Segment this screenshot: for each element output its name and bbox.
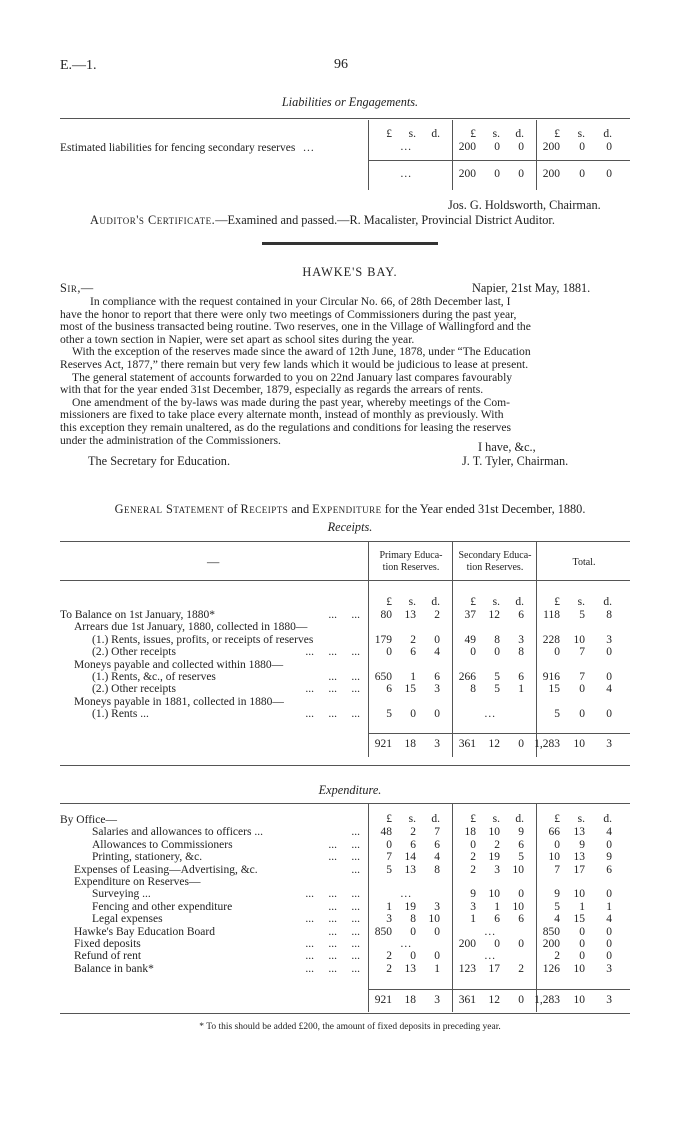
receipt-row-value-cell: 0 xyxy=(386,646,392,659)
expenditure-row-value-cell: 13 xyxy=(573,826,585,839)
expenditure-unit: s. xyxy=(492,813,500,825)
letter-line: In compliance with the request contained in your Circular No. 66, of 28th December last, I xyxy=(90,295,511,308)
receipt-row-label: (1.) Rents ... xyxy=(92,708,149,721)
expenditure-row-value-cell: 8 xyxy=(434,863,440,876)
expenditure-row-value-cell: 6 xyxy=(434,838,440,851)
expenditure-row-value-cell: 66 xyxy=(548,826,560,839)
expenditure-unit: d. xyxy=(431,813,440,825)
letter-line: this exception they remain unaltered, as do the regulations and conditions for leasing the reserves xyxy=(60,421,512,434)
expenditure-unit: s. xyxy=(408,813,416,825)
expenditure-row-value-cell: 2 xyxy=(386,950,392,963)
expenditure-row-value-cell: 15 xyxy=(573,913,585,926)
expenditure-row-label: Fixed deposits xyxy=(74,938,141,950)
receipt-row-value-cell: 6 xyxy=(434,671,440,683)
expenditure-row-value-cell: 200 xyxy=(542,938,560,950)
expenditure-total-cell: 18 xyxy=(404,994,416,1006)
letter-heading: HAWKE'S BAY. xyxy=(302,265,398,279)
receipt-row-value-cell: 6 xyxy=(518,609,524,621)
expenditure-row-value-cell: 0 xyxy=(606,950,612,963)
expenditure-row-value-cell: 19 xyxy=(488,851,500,864)
expenditure-row-value-cell: 2 xyxy=(518,962,524,975)
expenditure-row-value-cell: 9 xyxy=(554,888,560,901)
receipt-row-value-cell: 0 xyxy=(579,683,585,696)
expenditure-row-value-cell: 4 xyxy=(606,913,612,926)
expenditure-total-cell: 0 xyxy=(518,994,524,1006)
receipt-row-value-cell: 7 xyxy=(579,671,585,683)
receipt-row-value-cell: 37 xyxy=(464,609,476,621)
liabilities-value-cell: 0 xyxy=(606,141,612,153)
expenditure-total-cell: 3 xyxy=(434,994,440,1006)
letter-line: other a town section in Napier, were set apart as school sites during the year. xyxy=(60,332,415,346)
receipt-row-label: (2.) Other receipts xyxy=(92,683,176,696)
expenditure-row-label: Expenditure on Reserves— xyxy=(74,876,201,888)
liabilities-unit: £ xyxy=(386,128,392,140)
expenditure-row-leader-dots: ... ... ... xyxy=(305,962,360,975)
expenditure-row-value-cell: 5 xyxy=(554,900,560,913)
expenditure-row-leader-dots: ... ... ... xyxy=(305,913,360,926)
expenditure-row-label: Surveying ... xyxy=(92,888,151,901)
expenditure-total-cell: 1,283 xyxy=(534,994,560,1006)
column-header: Secondary Educa- tion Reserves. xyxy=(458,550,532,573)
letter-line: One amendment of the by-laws was made during the past year, whereby meetings of the Com- xyxy=(72,395,511,409)
expenditure-row-value-cell: 2 xyxy=(470,851,476,864)
expenditure-row-value-cell: 7 xyxy=(554,863,560,876)
expenditure-row-value-cell: 0 xyxy=(494,938,500,950)
letter-line: with that for the year ended 31st December, 1879, especially as regards the arrears of rents. xyxy=(60,383,484,397)
receipts-total-cell: 18 xyxy=(404,738,416,750)
receipt-row-value-cell: 8 xyxy=(606,609,612,621)
expenditure-row-value-cell: 2 xyxy=(554,950,560,963)
receipt-row-leader-dots: ... ... xyxy=(328,671,360,683)
expenditure-unit: £ xyxy=(386,813,392,825)
liabilities-total-cell: 0 xyxy=(494,168,500,180)
expenditure-row-value-cell: 0 xyxy=(518,888,524,901)
expenditure-row-value-cell: 0 xyxy=(606,938,612,950)
expenditure-row-value-cell: 4 xyxy=(606,826,612,839)
receipts-unit: d. xyxy=(603,596,612,608)
receipt-row-label: To Balance on 1st January, 1880* xyxy=(60,609,215,621)
letter-line: With the exception of the reserves made since the award of 12th June, 1878, under “The Education xyxy=(72,345,531,359)
receipt-row-value-cell: 15 xyxy=(404,683,416,696)
expenditure-unit: £ xyxy=(554,813,560,825)
receipts-total-cell: 10 xyxy=(573,738,585,750)
expenditure-row-value-cell: 6 xyxy=(606,863,612,876)
letter-line: The general statement of accounts forwarded to you on 22nd January last compares favourably xyxy=(72,370,513,384)
expenditure-row-value-cell: 0 xyxy=(410,950,416,963)
expenditure-row-value-cell: 8 xyxy=(410,913,416,926)
expenditure-row-value-cell: 13 xyxy=(404,863,416,876)
expenditure-row-value-cell: 4 xyxy=(554,913,560,926)
receipt-row-value-cell: 0 xyxy=(470,646,476,659)
expenditure-row-value-cell: 9 xyxy=(470,888,476,901)
expenditure-top-rule xyxy=(60,803,630,804)
expenditure-unit: d. xyxy=(515,813,524,825)
receipt-row-value-cell: 1 xyxy=(518,683,524,696)
receipt-row-value-cell: 13 xyxy=(404,609,416,621)
receipt-row-leader-dots: ... ... xyxy=(328,609,360,621)
receipt-row-value-cell: 5 xyxy=(494,671,500,683)
expenditure-row-label: Refund of rent xyxy=(74,950,142,963)
receipts-total-cell: 1,283 xyxy=(534,738,560,750)
column-header: Total. xyxy=(572,557,596,568)
liabilities-row-label: Estimated liabilities for fencing secondary reserves ... xyxy=(60,142,315,154)
expenditure-row-value-cell: 123 xyxy=(458,962,476,975)
auditor-certificate: Auditor's Certificate.—Examined and passed.—R. Macalister, Provincial District Auditor. xyxy=(90,213,555,227)
receipt-row-value-cell: 0 xyxy=(579,708,585,721)
receipt-row-value-cell: 5 xyxy=(494,683,500,696)
expenditure-row-value-cell: 6 xyxy=(494,913,500,926)
receipt-row-value-cell: 8 xyxy=(518,646,524,659)
letter-place-date: Napier, 21st May, 1881. xyxy=(472,281,591,295)
receipt-row-value-cell: 7 xyxy=(579,646,585,659)
expenditure-row-value-cell: 0 xyxy=(518,938,524,950)
expenditure-row-value-cell: 9 xyxy=(606,851,612,864)
liabilities-unit: £ xyxy=(470,128,476,140)
liabilities-signature: Jos. G. Holdsworth, Chairman. xyxy=(448,198,601,212)
expenditure-row-leader-dots: ... ... xyxy=(328,900,360,913)
expenditure-row-value-cell: 1 xyxy=(494,900,500,913)
receipt-row-value-cell: 49 xyxy=(464,633,476,646)
expenditure-row-value-cell: 0 xyxy=(410,925,416,938)
receipt-row-value-cell: 6 xyxy=(386,683,392,696)
liabilities-total-cell: 200 xyxy=(542,168,560,180)
expenditure-row-value-cell: 3 xyxy=(606,962,612,975)
receipt-row-label: (1.) Rents, &c., of reserves xyxy=(92,671,216,683)
receipt-row-value-cell: 1 xyxy=(410,671,416,683)
liabilities-total-cell: … xyxy=(400,168,412,180)
receipt-row-value-cell: … xyxy=(484,708,496,721)
expenditure-row-value-cell: 0 xyxy=(386,838,392,851)
expenditure-row-value-cell: 10 xyxy=(428,913,440,926)
expenditure-row-value-cell: 3 xyxy=(470,900,476,913)
expenditure-row-leader-dots: ... ... ... xyxy=(305,950,360,963)
expenditure-row-value-cell: 850 xyxy=(374,925,392,938)
receipts-bottom-rule xyxy=(60,765,630,766)
expenditure-row-leader-dots: ... ... ... xyxy=(305,888,360,901)
receipt-row-value-cell: 5 xyxy=(579,609,585,621)
receipt-row-value-cell: 0 xyxy=(434,708,440,721)
receipt-row-value-cell: 0 xyxy=(606,646,612,659)
expenditure-row-value-cell: 6 xyxy=(518,913,524,926)
liabilities-subtotal-rule xyxy=(368,160,630,161)
receipt-row-value-cell: 5 xyxy=(554,708,560,721)
expenditure-row-value-cell: 0 xyxy=(554,838,560,851)
receipt-row-value-cell: 3 xyxy=(606,633,612,646)
receipts-total-cell: 3 xyxy=(606,738,612,750)
receipts-unit: £ xyxy=(386,596,392,608)
expenditure-row-value-cell: … xyxy=(400,888,412,901)
expenditure-row-value-cell: 2 xyxy=(494,838,500,851)
expenditure-row-value-cell: 0 xyxy=(579,938,585,950)
liabilities-value-cell: 0 xyxy=(494,141,500,153)
letter-line: most of the business transacted being routine. Two reserves, one in the Village of Wallingford and the xyxy=(60,320,531,334)
liabilities-total-cell: 0 xyxy=(518,168,524,180)
liabilities-total-cell: 200 xyxy=(458,168,476,180)
letter-line: missioners are fixed to take place every alternate month, instead of monthly as previously. With xyxy=(60,408,504,422)
letter-line: Reserves Act, 1877,” there remain but very few lands which it would be judicious to lease at present. xyxy=(60,358,529,371)
expenditure-total-cell: 10 xyxy=(573,994,585,1006)
receipt-row-leader-dots: ... ... ... xyxy=(305,683,360,696)
expenditure-row-value-cell: 9 xyxy=(579,838,585,851)
expenditure-row-value-cell: … xyxy=(400,938,412,950)
receipt-row-value-cell: 0 xyxy=(554,646,560,659)
expenditure-row-label: Hawke's Bay Education Board xyxy=(74,925,215,938)
expenditure-row-value-cell: 1 xyxy=(606,900,612,913)
receipt-row-value-cell: 0 xyxy=(606,671,612,683)
receipts-unit: d. xyxy=(515,596,524,608)
receipts-total-cell: 0 xyxy=(518,738,524,750)
expenditure-total-cell: 12 xyxy=(488,994,500,1006)
expenditure-row-value-cell: 10 xyxy=(573,888,585,901)
receipt-row-value-cell: 0 xyxy=(606,708,612,721)
liabilities-unit: s. xyxy=(492,128,500,140)
receipt-row-leader-dots: ... ... ... xyxy=(305,646,360,659)
expenditure-row-value-cell: 0 xyxy=(579,950,585,963)
expenditure-row-label: Legal expenses xyxy=(92,913,163,926)
expenditure-row-value-cell: 19 xyxy=(404,900,416,913)
receipt-row-value-cell: 4 xyxy=(606,683,612,696)
liabilities-value-cell: … xyxy=(400,141,412,153)
expenditure-row-value-cell: 13 xyxy=(404,962,416,975)
liabilities-value-cell: 0 xyxy=(518,141,524,153)
liabilities-unit: s. xyxy=(408,128,416,140)
receipt-row-label: Moneys payable and collected within 1880— xyxy=(74,658,284,671)
expenditure-row-leader-dots: ... xyxy=(351,863,360,876)
receipt-row-value-cell: 12 xyxy=(488,609,500,621)
expenditure-row-value-cell: 6 xyxy=(518,838,524,851)
expenditure-row-leader-dots: ... ... xyxy=(328,925,360,938)
section-divider xyxy=(262,242,438,245)
letter-closing: I have, &c., xyxy=(478,440,536,454)
expenditure-row-value-cell: … xyxy=(484,925,496,938)
expenditure-total-rule xyxy=(368,989,630,990)
expenditure-row-value-cell: 17 xyxy=(488,962,500,975)
receipts-unit: £ xyxy=(554,596,560,608)
expenditure-row-label: By Office— xyxy=(60,814,117,826)
expenditure-row-value-cell: 0 xyxy=(434,950,440,963)
column-header: Primary Educa- tion Reserves. xyxy=(379,550,443,573)
receipt-row-value-cell: 2 xyxy=(434,609,440,621)
receipts-top-rule xyxy=(60,541,630,542)
footnote: * To this should be added £200, the amount of fixed deposits in preceding year. xyxy=(199,1022,501,1032)
letter-signature: J. T. Tyler, Chairman. xyxy=(462,454,569,468)
expenditure-row-value-cell: 2 xyxy=(386,962,392,975)
section-code: E.—1. xyxy=(60,58,97,73)
receipt-row-value-cell: 0 xyxy=(494,646,500,659)
receipts-total-cell: 3 xyxy=(434,738,440,750)
expenditure-row-value-cell: 7 xyxy=(434,826,440,839)
receipt-row-value-cell: 118 xyxy=(543,609,560,621)
page-number: 96 xyxy=(334,57,348,72)
expenditure-row-value-cell: 200 xyxy=(458,938,476,950)
liabilities-total-cell: 0 xyxy=(606,168,612,180)
expenditure-row-value-cell: 850 xyxy=(542,925,560,938)
expenditure-row-label: Expenses of Leasing—Advertising, &c. xyxy=(74,863,258,876)
expenditure-row-value-cell: 48 xyxy=(380,826,392,839)
expenditure-row-label: Salaries and allowances to officers ... xyxy=(92,826,263,839)
expenditure-title: Expenditure. xyxy=(318,783,382,797)
receipt-row-value-cell: 80 xyxy=(380,609,392,621)
expenditure-row-value-cell: 17 xyxy=(573,863,585,876)
receipt-row-label: (2.) Other receipts xyxy=(92,646,176,659)
expenditure-row-leader-dots: ... ... ... xyxy=(305,938,360,950)
liabilities-unit: s. xyxy=(577,128,585,140)
receipts-unit: s. xyxy=(577,596,585,608)
letter-salutation: Sir,— xyxy=(60,281,94,295)
expenditure-row-label: Allowances to Commissioners xyxy=(92,838,233,851)
receipts-unit: s. xyxy=(492,596,500,608)
receipt-row-value-cell: 650 xyxy=(374,671,392,683)
expenditure-row-value-cell: 3 xyxy=(494,863,500,876)
receipt-row-value-cell: 916 xyxy=(542,671,560,683)
expenditure-row-label: Fencing and other expenditure xyxy=(92,900,233,913)
expenditure-row-leader-dots: ... ... xyxy=(328,851,360,864)
expenditure-row-value-cell: 10 xyxy=(548,851,560,864)
receipt-row-label: Arrears due 1st January, 1880, collected in 1880— xyxy=(74,621,308,634)
receipt-row-value-cell: 5 xyxy=(386,708,392,721)
receipt-row-value-cell: 3 xyxy=(518,633,524,646)
liabilities-unit: d. xyxy=(431,128,440,140)
liabilities-value-cell: 200 xyxy=(458,141,476,153)
expenditure-total-cell: 361 xyxy=(458,994,476,1006)
expenditure-row-value-cell: 3 xyxy=(386,913,392,926)
expenditure-row-value-cell: 5 xyxy=(386,863,392,876)
receipts-total-cell: 361 xyxy=(458,738,476,750)
liabilities-value-cell: 0 xyxy=(579,141,585,153)
expenditure-row-value-cell: 1 xyxy=(579,900,585,913)
letter-line: under the administration of the Commissioners. xyxy=(60,433,281,447)
expenditure-row-value-cell: 10 xyxy=(488,826,500,839)
receipt-row-label: Moneys payable in 1881, collected in 1880— xyxy=(74,695,284,708)
expenditure-row-value-cell: 3 xyxy=(434,900,440,913)
expenditure-row-value-cell: 10 xyxy=(512,863,524,876)
expenditure-row-value-cell: 10 xyxy=(512,900,524,913)
expenditure-row-value-cell: 14 xyxy=(404,851,416,864)
liabilities-unit: d. xyxy=(515,128,524,140)
expenditure-row-value-cell: 5 xyxy=(518,851,524,864)
receipts-total-cell: 921 xyxy=(374,738,392,750)
expenditure-row-label: Printing, stationery, &c. xyxy=(92,851,203,864)
expenditure-row-leader-dots: ... xyxy=(351,826,360,839)
receipt-row-value-cell: 8 xyxy=(494,633,500,646)
expenditure-row-value-cell: 6 xyxy=(410,838,416,851)
expenditure-row-value-cell: 10 xyxy=(573,962,585,975)
expenditure-bottom-rule xyxy=(60,1013,630,1014)
expenditure-unit: d. xyxy=(603,813,612,825)
receipts-unit: d. xyxy=(431,596,440,608)
expenditure-row-value-cell: 0 xyxy=(434,925,440,938)
receipt-row-value-cell: 0 xyxy=(434,633,440,646)
expenditure-row-value-cell: 0 xyxy=(606,838,612,851)
receipts-total-cell: 12 xyxy=(488,738,500,750)
statement-title: General Statement of Receipts and Expenditure for the Year ended 31st December, 1880. xyxy=(114,502,586,516)
expenditure-row-label: Balance in bank* xyxy=(74,962,154,975)
receipt-row-leader-dots: ... ... ... xyxy=(305,708,360,721)
expenditure-row-value-cell: 1 xyxy=(434,962,440,975)
liabilities-title: Liabilities or Engagements. xyxy=(281,95,419,109)
receipt-row-label: (1.) Rents, issues, profits, or receipts of reserves xyxy=(92,633,314,646)
expenditure-row-value-cell: 0 xyxy=(606,925,612,938)
expenditure-row-value-cell: 2 xyxy=(470,863,476,876)
expenditure-row-value-cell: 13 xyxy=(573,851,585,864)
liabilities-value-cell: 200 xyxy=(542,141,560,153)
receipt-row-value-cell: 2 xyxy=(410,633,416,646)
receipt-row-value-cell: 15 xyxy=(548,683,560,696)
expenditure-unit: £ xyxy=(470,813,476,825)
expenditure-row-value-cell: 1 xyxy=(470,913,476,926)
receipt-row-value-cell: 266 xyxy=(458,671,476,683)
receipt-row-value-cell: 6 xyxy=(410,646,416,659)
liabilities-total-cell: 0 xyxy=(579,168,585,180)
receipts-particulars-dash: — xyxy=(207,555,220,569)
receipts-header-rule xyxy=(60,580,630,581)
expenditure-unit: s. xyxy=(577,813,585,825)
expenditure-row-value-cell: … xyxy=(484,950,496,963)
liabilities-unit: £ xyxy=(554,128,560,140)
receipt-row-value-cell: 179 xyxy=(374,633,392,646)
expenditure-row-value-cell: 18 xyxy=(464,826,476,839)
receipts-total-rule xyxy=(368,733,630,734)
receipt-row-value-cell: 8 xyxy=(470,683,476,696)
receipts-unit: s. xyxy=(408,596,416,608)
receipts-unit: £ xyxy=(470,596,476,608)
expenditure-row-value-cell: 9 xyxy=(518,826,524,839)
expenditure-total-cell: 3 xyxy=(606,994,612,1006)
liabilities-unit: d. xyxy=(603,128,612,140)
letter-line: have the honor to report that there were only two meetings of Commissioners during the past year, xyxy=(60,307,517,321)
receipts-title: Receipts. xyxy=(327,520,373,534)
expenditure-row-leader-dots: ... ... xyxy=(328,838,360,851)
receipt-row-value-cell: 10 xyxy=(573,633,585,646)
receipt-row-value-cell: 3 xyxy=(434,683,440,696)
expenditure-row-value-cell: 10 xyxy=(488,888,500,901)
receipt-row-value-cell: 4 xyxy=(434,646,440,659)
expenditure-row-value-cell: 0 xyxy=(579,925,585,938)
expenditure-row-value-cell: 126 xyxy=(542,962,560,975)
receipt-row-value-cell: 228 xyxy=(542,633,560,646)
expenditure-row-value-cell: 4 xyxy=(434,851,440,864)
expenditure-row-value-cell: 2 xyxy=(410,826,416,839)
expenditure-total-cell: 921 xyxy=(374,994,392,1006)
expenditure-row-value-cell: 7 xyxy=(386,851,392,864)
expenditure-row-value-cell: 1 xyxy=(386,900,392,913)
expenditure-row-value-cell: 0 xyxy=(606,888,612,901)
letter-addressee: The Secretary for Education. xyxy=(88,454,231,468)
expenditure-row-value-cell: 0 xyxy=(470,838,476,851)
liabilities-top-rule xyxy=(60,118,630,119)
receipt-row-value-cell: 0 xyxy=(410,708,416,721)
receipt-row-value-cell: 6 xyxy=(518,671,524,683)
